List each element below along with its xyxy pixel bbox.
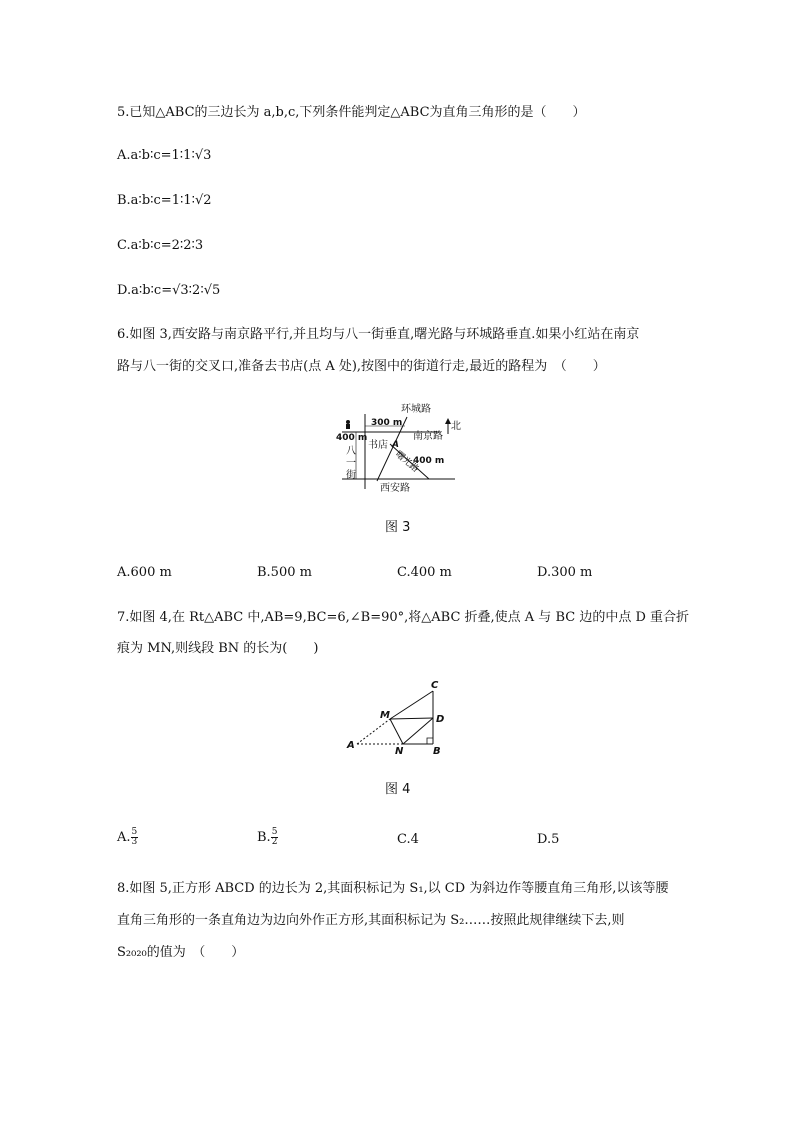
label-bayi-2: 一 <box>346 458 356 469</box>
right-angle-marker <box>427 738 433 744</box>
label-point-a: A <box>392 440 399 450</box>
person-icon <box>346 420 350 429</box>
label-huancheng: 环城路 <box>401 404 431 415</box>
q8-stem-line-3: S₂₀₂₀的值为 （ ） <box>117 945 245 960</box>
q6-option-c: C.400 m <box>397 565 452 580</box>
q6-stem-line-2: 路与八一街的交叉口,准备去书店(点 A 处),按图中的街道行走,最近的路程为 （ ） <box>117 359 606 374</box>
q5-option-a: A.a∶b∶c=1∶1∶√3 <box>117 148 212 163</box>
label-400m-right: 400 m <box>413 456 445 466</box>
q7-option-b <box>257 828 278 847</box>
label-north: 北 <box>451 421 461 432</box>
figure-3-street-map <box>325 396 465 496</box>
label-nanjing: 南京路 <box>413 431 443 442</box>
label-m: M <box>380 710 390 721</box>
q7-option-c: C.4 <box>397 832 419 847</box>
q8-stem-line-1: 8.如图 5,正方形 ABCD 的边长为 2,其面积标记为 S₁,以 CD 为斜边作等腰直角三角形,以该等腰 <box>117 881 669 896</box>
label-bayi-1: 八 <box>346 446 356 457</box>
q7-option-d: D.5 <box>537 832 560 847</box>
q8-stem-line-2: 直角三角形的一条直角边为边向外作正方形,其面积标记为 S₂……按照此规律继续下去,则 <box>117 913 625 928</box>
fraction-five-halves: $\frac{5}{2}$ <box>271 827 278 847</box>
segment-mn <box>390 719 403 744</box>
label-400m-left: 400 m <box>336 433 368 443</box>
label-c: C <box>431 680 439 691</box>
q6-stem-line-1: 6.如图 3,西安路与南京路平行,并且均与八一街垂直,曙光路与环城路垂直.如果小红站在南京 <box>117 327 640 342</box>
q7-option-a-prefix: A. <box>117 830 131 845</box>
q7-stem-line-2: 痕为 MN,则线段 BN 的长为( ) <box>117 641 319 656</box>
q5-option-b: B.a∶b∶c=1∶1∶√2 <box>117 193 212 208</box>
label-b: B <box>433 746 441 757</box>
label-n: N <box>395 746 404 757</box>
q7-option-a <box>117 828 138 847</box>
figure-3-caption: 图 3 <box>385 520 411 535</box>
q6-option-b: B.500 m <box>257 565 312 580</box>
q6-option-a: A.600 m <box>117 565 172 580</box>
segment-md <box>390 718 433 719</box>
q5-option-c: C.a∶b∶c=2∶2∶3 <box>117 238 204 253</box>
label-bookstore: 书店 <box>368 440 388 451</box>
label-shuguang: 曙光路 <box>393 449 421 475</box>
segment-mc <box>390 691 433 719</box>
segment-am-dashed <box>357 719 390 744</box>
q7-option-b-prefix: B. <box>257 830 271 845</box>
figure-4-caption: 图 4 <box>385 782 411 797</box>
q7-stem-line-1: 7.如图 4,在 Rt△ABC 中,AB=9,BC=6,∠B=90°,将△ABC 折叠,使点 A 与 BC 边的中点 D 重合折 <box>117 610 690 625</box>
q5-stem: 5.已知△ABC的三边长为 a,b,c,下列条件能判定△ABC为直角三角形的是（ ） <box>117 105 586 120</box>
figure-4-triangle <box>340 677 460 759</box>
label-d: D <box>436 714 445 725</box>
q5-option-d: D.a∶b∶c=√3∶2∶√5 <box>117 283 221 298</box>
q6-option-d: D.300 m <box>537 565 593 580</box>
label-300m: 300 m <box>371 418 403 428</box>
label-xian: 西安路 <box>380 483 410 494</box>
segment-nd <box>403 718 433 744</box>
label-a: A <box>347 740 355 751</box>
fraction-five-thirds: $\frac{5}{3}$ <box>131 827 138 847</box>
label-bayi-3: 街 <box>346 470 356 481</box>
